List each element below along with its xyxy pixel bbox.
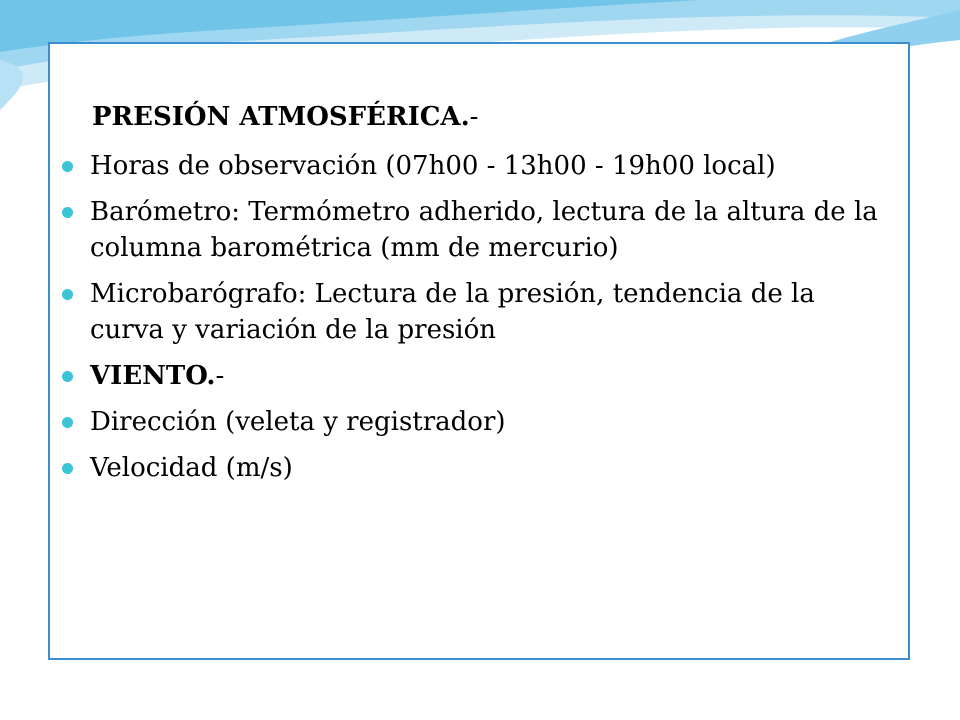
bullet-dot-icon [62, 289, 73, 300]
bullet-dot-icon [62, 207, 73, 218]
bullet-text: Velocidad (m/s) [90, 453, 293, 483]
bullet-dot-icon [62, 463, 73, 474]
list-item [62, 404, 890, 440]
bullet-text: Horas de observación (07h00 - 13h00 - 19h00 local) [90, 151, 776, 181]
bullet-text: Barómetro: Termómetro adherido, lectura de la altura de la columna barométrica (mm de mercurio) [90, 197, 878, 263]
bullet-dot-icon [62, 417, 73, 428]
bullet-text: Microbarógrafo: Lectura de la presión, tendencia de la curva y variación de la presión [90, 279, 815, 345]
bullet-list [62, 148, 890, 496]
bullet-dot-icon [62, 161, 73, 172]
bullet-text: - [215, 361, 225, 391]
list-item [62, 450, 890, 486]
list-item [62, 194, 890, 266]
bullet-bold-text: VIENTO. [90, 361, 216, 391]
list-item [62, 358, 890, 394]
slide-heading [92, 102, 478, 132]
heading-suffix: - [469, 102, 479, 132]
list-item [62, 276, 890, 348]
bullet-dot-icon [62, 371, 73, 382]
bullet-text: Dirección (veleta y registrador) [90, 407, 506, 437]
heading-title: PRESIÓN ATMOSFÉRICA. [92, 102, 470, 132]
list-item [62, 148, 890, 184]
